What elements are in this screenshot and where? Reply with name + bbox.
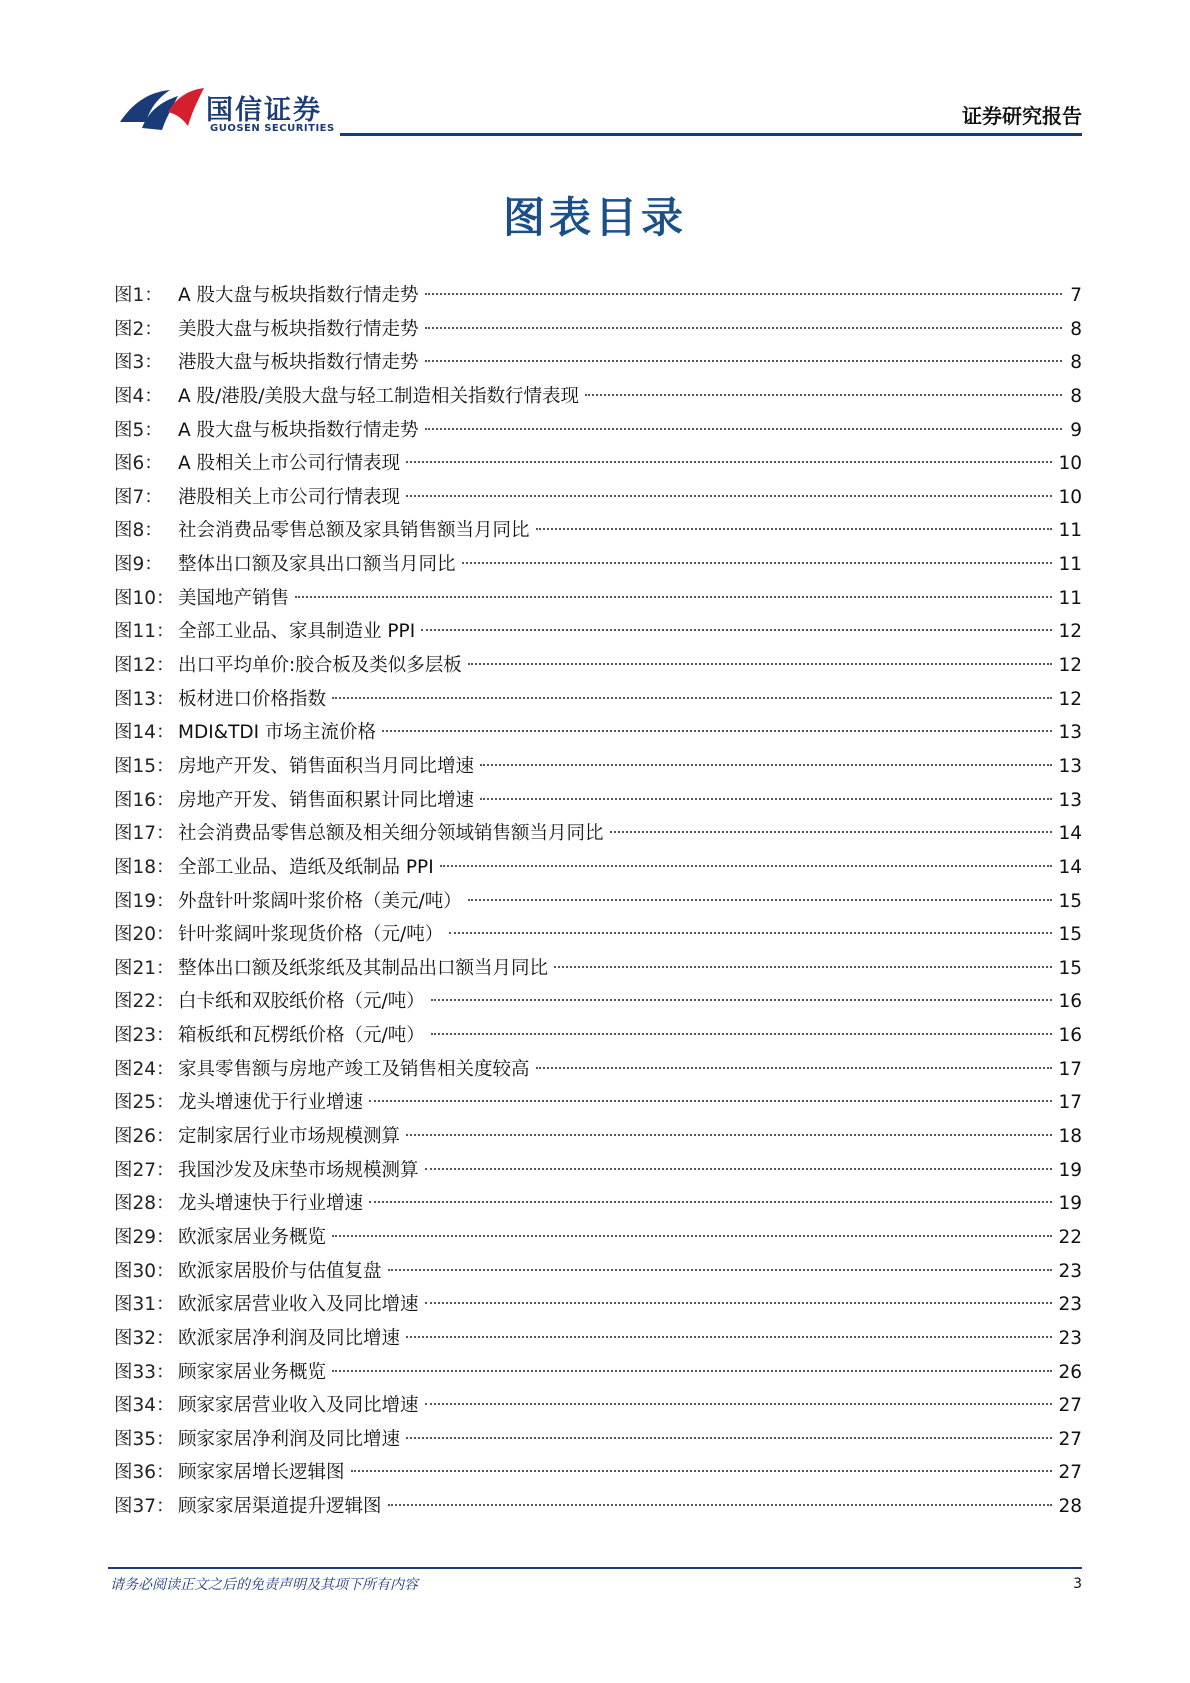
toc-entry-title: 房地产开发、销售面积当月同比增速 [178, 755, 475, 777]
toc-entry-page: 10 [1058, 486, 1082, 508]
disclaimer-note: 请务必阅读正文之后的免责声明及其项下所有内容 [110, 1577, 418, 1593]
toc-entry-label: 图33： [114, 1361, 175, 1383]
toc-entry-title: A 股相关上市公司行情表现 [178, 453, 401, 475]
toc-entry[interactable] [114, 1187, 1082, 1221]
toc-entry[interactable] [114, 447, 1082, 481]
toc-entry-label: 图12： [114, 655, 175, 677]
dot-leader [332, 1370, 1052, 1372]
toc-entry-label: 图4： [114, 385, 163, 407]
dot-leader [425, 1403, 1053, 1405]
dot-leader [421, 629, 1052, 631]
dot-leader [295, 596, 1052, 598]
toc-entry[interactable] [114, 1221, 1082, 1255]
toc-entry[interactable] [114, 817, 1082, 851]
dot-leader [431, 999, 1053, 1001]
toc-entry-page: 17 [1058, 1092, 1082, 1114]
toc-entry-label: 图15： [114, 755, 175, 777]
toc-entry-label: 图13： [114, 688, 175, 710]
toc-entry-page: 12 [1058, 655, 1082, 677]
toc-entry-page: 23 [1058, 1294, 1082, 1316]
toc-entry[interactable] [114, 279, 1082, 313]
toc-entry-title: MDI&TDI 市场主流价格 [178, 722, 376, 744]
dot-leader [369, 1201, 1052, 1203]
toc-entry[interactable] [114, 885, 1082, 919]
toc-entry[interactable] [114, 1456, 1082, 1490]
toc-entry[interactable] [114, 1322, 1082, 1356]
toc-entry[interactable] [114, 683, 1082, 717]
toc-entry-label: 图10： [114, 587, 175, 609]
toc-entry[interactable] [114, 716, 1082, 750]
toc-heading: 图表目录 [502, 193, 687, 242]
table-of-figures [114, 279, 1082, 1524]
toc-entry-page: 12 [1058, 621, 1082, 643]
toc-entry-title: 板材进口价格指数 [178, 688, 327, 710]
toc-entry-page: 14 [1058, 856, 1082, 878]
toc-entry-title: 欧派家居业务概览 [178, 1226, 327, 1248]
dot-leader [468, 899, 1053, 901]
toc-entry[interactable] [114, 414, 1082, 448]
company-name-cn: 国信证券 [206, 95, 322, 126]
toc-entry[interactable] [114, 380, 1082, 414]
dot-leader [449, 932, 1052, 934]
dot-leader [480, 798, 1052, 800]
toc-entry-title: 欧派家居股价与估值复盘 [178, 1260, 382, 1282]
toc-entry[interactable] [114, 985, 1082, 1019]
dot-leader [382, 730, 1052, 732]
dot-leader [406, 1134, 1052, 1136]
toc-entry-title: 龙头增速优于行业增速 [178, 1092, 364, 1114]
toc-entry[interactable] [114, 1120, 1082, 1154]
toc-entry-label: 图36： [114, 1462, 175, 1484]
toc-entry-page: 15 [1058, 890, 1082, 912]
dot-leader [468, 663, 1053, 665]
toc-entry-page: 11 [1058, 554, 1082, 576]
toc-entry-page: 18 [1058, 1126, 1082, 1148]
dot-leader [425, 360, 1062, 362]
toc-entry-label: 图24： [114, 1058, 175, 1080]
toc-entry-title: 家具零售额与房地产竣工及销售相关度较高 [178, 1058, 530, 1080]
toc-entry-label: 图6： [114, 453, 163, 475]
company-name-en: GUOSEN SECURITIES [210, 123, 335, 134]
toc-entry-page: 9 [1070, 419, 1082, 441]
toc-entry-title: 全部工业品、家具制造业 PPI [178, 621, 416, 643]
dot-leader [431, 1033, 1053, 1035]
toc-entry-page: 22 [1058, 1226, 1082, 1248]
toc-entry-title: 箱板纸和瓦楞纸价格（元/吨） [178, 1025, 425, 1047]
toc-entry-title: 港股大盘与板块指数行情走势 [178, 352, 419, 374]
toc-entry-page: 23 [1058, 1327, 1082, 1349]
toc-entry-label: 图19： [114, 890, 175, 912]
toc-entry[interactable] [114, 952, 1082, 986]
dot-leader [480, 764, 1052, 766]
toc-entry-page: 16 [1058, 1025, 1082, 1047]
toc-entry-label: 图28： [114, 1193, 175, 1215]
toc-entry-label: 图21： [114, 957, 175, 979]
toc-entry-label: 图35： [114, 1428, 175, 1450]
dot-leader [332, 1235, 1052, 1237]
toc-entry[interactable] [114, 784, 1082, 818]
toc-entry-page: 16 [1058, 991, 1082, 1013]
toc-entry-label: 图16： [114, 789, 175, 811]
toc-entry-label: 图20： [114, 924, 175, 946]
toc-entry-label: 图32： [114, 1327, 175, 1349]
toc-entry-page: 19 [1058, 1193, 1082, 1215]
toc-entry-title: 定制家居行业市场规模测算 [178, 1126, 401, 1148]
toc-entry-title: 全部工业品、造纸及纸制品 PPI [178, 856, 434, 878]
toc-entry-page: 27 [1058, 1428, 1082, 1450]
toc-entry[interactable] [114, 1053, 1082, 1087]
dot-leader [425, 428, 1062, 430]
toc-entry-page: 19 [1058, 1159, 1082, 1181]
toc-entry[interactable] [114, 1255, 1082, 1289]
toc-entry-title: 白卡纸和双胶纸价格（元/吨） [178, 991, 425, 1013]
dot-leader [406, 495, 1052, 497]
toc-entry-label: 图37： [114, 1496, 175, 1518]
toc-entry-page: 23 [1058, 1260, 1082, 1282]
dot-leader [425, 1302, 1053, 1304]
dot-leader [406, 1336, 1052, 1338]
toc-entry[interactable] [114, 615, 1082, 649]
toc-entry-page: 10 [1058, 453, 1082, 475]
toc-entry-title: A 股大盘与板块指数行情走势 [178, 285, 419, 306]
toc-entry[interactable] [114, 582, 1082, 616]
toc-entry[interactable] [114, 514, 1082, 548]
toc-entry-title: 顾家家居净利润及同比增速 [178, 1428, 401, 1450]
header-divider [340, 133, 1082, 136]
toc-entry[interactable] [114, 1423, 1082, 1457]
toc-entry-page: 15 [1058, 957, 1082, 979]
toc-entry-page: 27 [1058, 1462, 1082, 1484]
toc-entry-title: 我国沙发及床垫市场规模测算 [178, 1159, 419, 1181]
dot-leader [351, 1470, 1053, 1472]
toc-entry-page: 12 [1058, 688, 1082, 710]
toc-entry-label: 图11： [114, 621, 175, 643]
toc-entry-title: 欧派家居营业收入及同比增速 [178, 1294, 419, 1316]
toc-entry-title: 欧派家居净利润及同比增速 [178, 1327, 401, 1349]
toc-entry-title: 外盘针叶浆阔叶浆价格（美元/吨） [178, 890, 462, 912]
toc-entry-label: 图22： [114, 991, 175, 1013]
toc-entry-page: 8 [1070, 318, 1082, 340]
toc-entry-page: 11 [1058, 520, 1082, 542]
toc-entry-title: 顾家家居业务概览 [178, 1361, 327, 1383]
report-type-label: 证券研究报告 [962, 104, 1082, 128]
toc-entry-page: 26 [1058, 1361, 1082, 1383]
toc-entry-title: 房地产开发、销售面积累计同比增速 [178, 789, 475, 811]
toc-entry-label: 图9： [114, 554, 163, 576]
toc-entry-title: 出口平均单价:胶合板及类似多层板 [178, 655, 462, 677]
toc-entry[interactable] [114, 851, 1082, 885]
toc-entry-title: 整体出口额及纸浆纸及其制品出口额当月同比 [178, 957, 549, 979]
dot-leader [369, 1100, 1052, 1102]
dot-leader [536, 1067, 1053, 1069]
toc-entry[interactable] [114, 1389, 1082, 1423]
toc-entry-label: 图30： [114, 1260, 175, 1282]
toc-entry[interactable] [114, 313, 1082, 347]
toc-entry-page: 14 [1058, 823, 1082, 845]
toc-entry-page: 13 [1058, 755, 1082, 777]
toc-entry-label: 图29： [114, 1226, 175, 1248]
toc-entry-page: 7 [1070, 285, 1082, 306]
toc-entry[interactable] [114, 1288, 1082, 1322]
toc-entry-label: 图25： [114, 1092, 175, 1114]
toc-entry-title: 顾家家居营业收入及同比增速 [178, 1395, 419, 1417]
toc-entry[interactable] [114, 1086, 1082, 1120]
toc-entry-label: 图23： [114, 1025, 175, 1047]
toc-entry[interactable] [114, 1019, 1082, 1053]
toc-entry-title: A 股大盘与板块指数行情走势 [178, 419, 419, 441]
toc-entry-title: 社会消费品零售总额及相关细分领域销售额当月同比 [178, 823, 604, 845]
toc-entry-page: 8 [1070, 352, 1082, 374]
toc-entry-page: 13 [1058, 722, 1082, 744]
toc-entry-title: 美股大盘与板块指数行情走势 [178, 318, 419, 340]
toc-entry-label: 图8： [114, 520, 163, 542]
toc-entry-title: 美国地产销售 [178, 587, 290, 609]
toc-entry-page: 28 [1058, 1496, 1082, 1518]
dot-leader [536, 528, 1053, 530]
dot-leader [406, 1437, 1052, 1439]
toc-entry-title: 龙头增速快于行业增速 [178, 1193, 364, 1215]
toc-entry-page: 11 [1058, 587, 1082, 609]
toc-entry-title: 社会消费品零售总额及家具销售额当月同比 [178, 520, 530, 542]
dot-leader [332, 697, 1052, 699]
toc-entry-label: 图7： [114, 486, 163, 508]
toc-entry-page: 8 [1070, 385, 1082, 407]
toc-entry-label: 图3： [114, 352, 163, 374]
toc-entry[interactable] [114, 1154, 1082, 1188]
footer-divider [108, 1567, 1082, 1569]
toc-entry-page: 17 [1058, 1058, 1082, 1080]
toc-entry[interactable] [114, 548, 1082, 582]
dot-leader [425, 327, 1062, 329]
dot-leader [425, 1168, 1053, 1170]
toc-entry[interactable] [114, 481, 1082, 515]
guosen-logo-icon [118, 82, 208, 138]
toc-entry-label: 图5： [114, 419, 163, 441]
toc-entry-title: A 股/港股/美股大盘与轻工制造相关指数行情表现 [178, 385, 580, 407]
dot-leader [425, 293, 1062, 295]
toc-entry-title: 整体出口额及家具出口额当月同比 [178, 554, 456, 576]
toc-entry[interactable] [114, 649, 1082, 683]
dot-leader [462, 562, 1053, 564]
dot-leader [554, 966, 1052, 968]
toc-entry-title: 针叶浆阔叶浆现货价格（元/吨） [178, 924, 444, 946]
toc-entry[interactable] [114, 918, 1082, 952]
toc-entry-title: 港股相关上市公司行情表现 [178, 486, 401, 508]
toc-entry-label: 图27： [114, 1159, 175, 1181]
dot-leader [585, 394, 1062, 396]
toc-entry-label: 图26： [114, 1126, 175, 1148]
toc-entry-label: 图18： [114, 856, 175, 878]
toc-entry-title: 顾家家居增长逻辑图 [178, 1462, 345, 1484]
page-header [0, 0, 1190, 140]
toc-entry-page: 27 [1058, 1395, 1082, 1417]
toc-entry-label: 图1： [114, 285, 163, 306]
dot-leader [406, 461, 1052, 463]
dot-leader [388, 1269, 1053, 1271]
toc-entry[interactable] [114, 750, 1082, 784]
toc-entry-label: 图14： [114, 722, 175, 744]
dot-leader [610, 831, 1053, 833]
toc-entry-label: 图17： [114, 823, 175, 845]
toc-entry-label: 图2： [114, 318, 163, 340]
toc-entry-page: 13 [1058, 789, 1082, 811]
dot-leader [388, 1504, 1053, 1506]
dot-leader [440, 865, 1053, 867]
toc-entry-label: 图34： [114, 1395, 175, 1417]
toc-entry[interactable] [114, 1490, 1082, 1524]
toc-entry[interactable] [114, 1356, 1082, 1390]
toc-entry[interactable] [114, 346, 1082, 380]
toc-entry-title: 顾家家居渠道提升逻辑图 [178, 1496, 382, 1518]
page-number: 3 [1073, 1576, 1082, 1592]
toc-entry-label: 图31： [114, 1294, 175, 1316]
toc-entry-page: 15 [1058, 924, 1082, 946]
